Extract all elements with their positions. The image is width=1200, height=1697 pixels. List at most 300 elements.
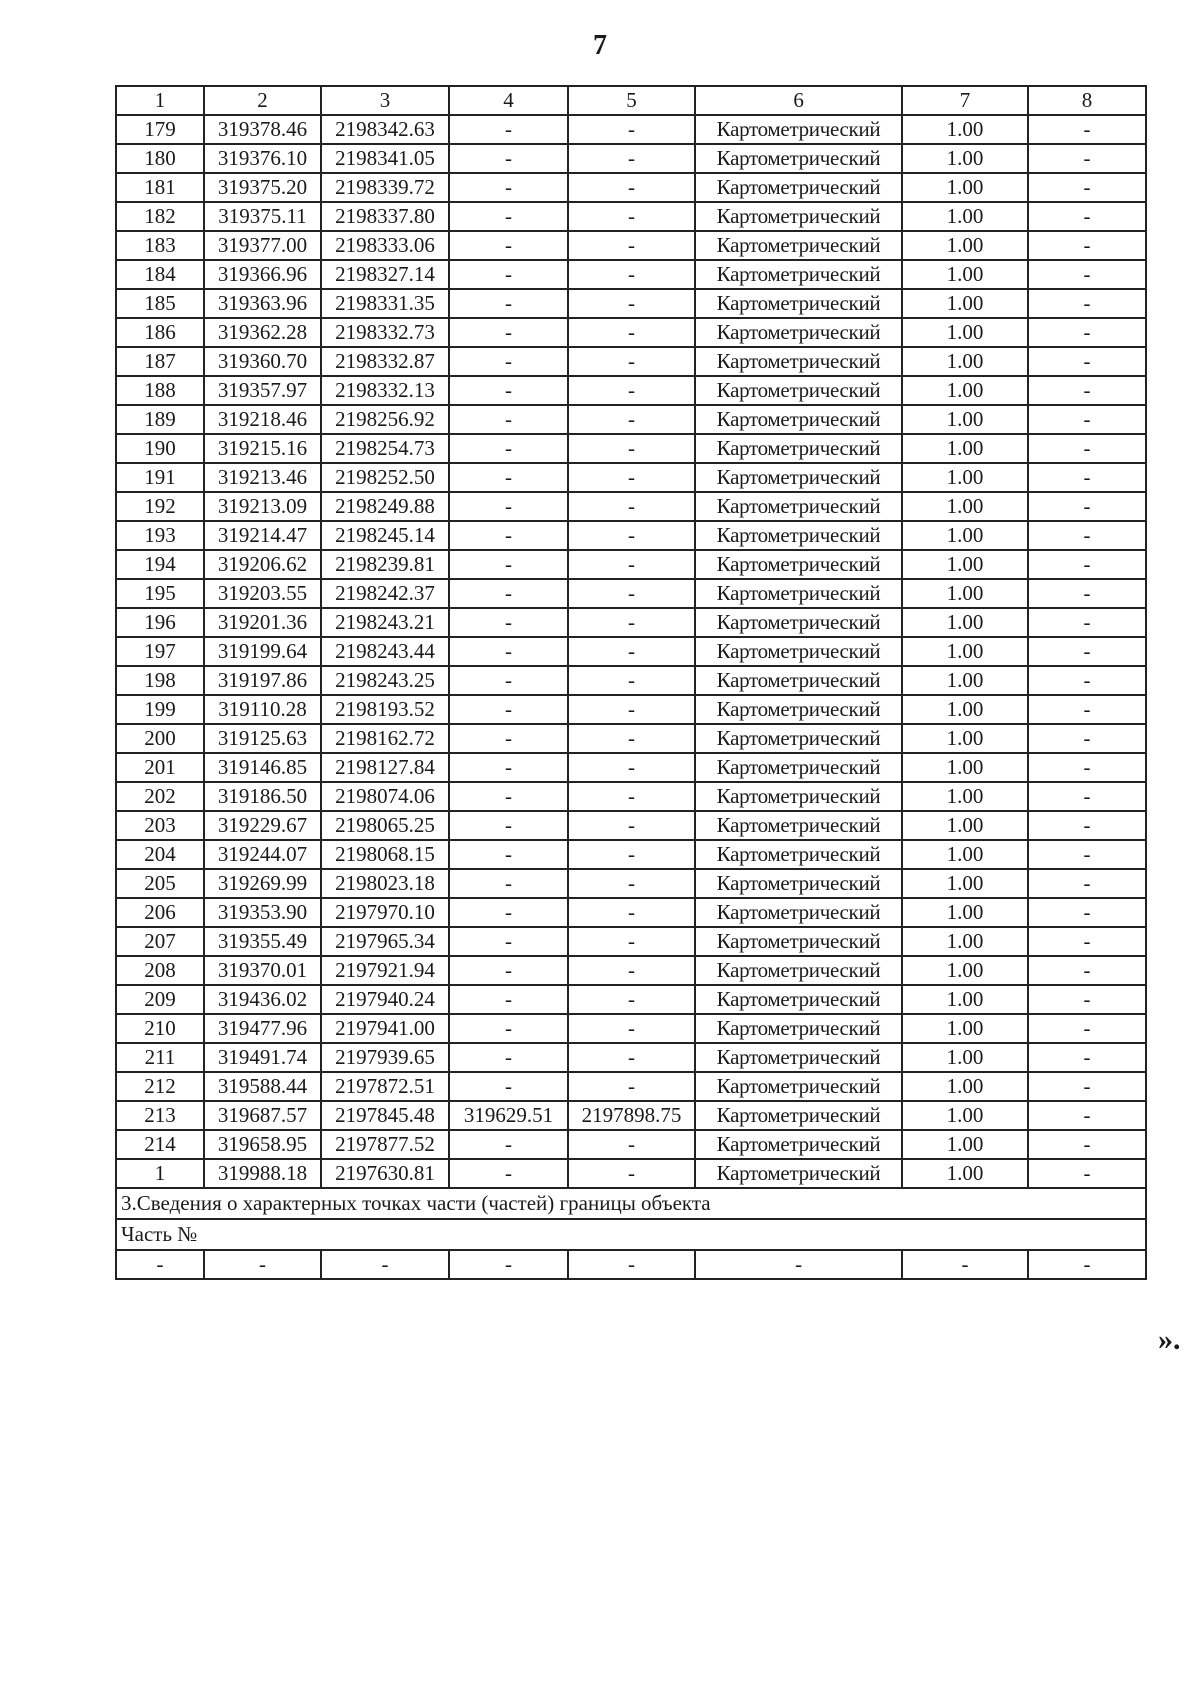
table-cell-col-5: -: [568, 1072, 695, 1101]
table-cell-col-5: -: [568, 1014, 695, 1043]
table-cell-col-5: -: [568, 695, 695, 724]
table-row: [116, 1130, 1146, 1159]
table-cell-col-7: 1.00: [902, 724, 1028, 753]
table-row: [116, 492, 1146, 521]
table-cell-col-8: -: [1028, 695, 1146, 724]
table-cell-col-2: 319213.09: [204, 492, 321, 521]
table-cell-col-7: 1.00: [902, 231, 1028, 260]
table-row: [116, 115, 1146, 144]
table-cell-col-6: Картометрический: [695, 1159, 902, 1188]
table-cell-col-8: -: [1028, 782, 1146, 811]
table-cell-col-2: 319375.20: [204, 173, 321, 202]
table-cell-col-8: -: [1028, 724, 1146, 753]
table-cell-col-8: -: [1028, 463, 1146, 492]
table-row: [116, 695, 1146, 724]
table-cell-col-8: -: [1028, 318, 1146, 347]
table-cell-col-2: 319687.57: [204, 1101, 321, 1130]
table-cell-col-8: -: [1028, 1014, 1146, 1043]
table-cell-col-6: Картометрический: [695, 260, 902, 289]
table-cell-col-8: -: [1028, 1043, 1146, 1072]
table-cell-col-6: Картометрический: [695, 492, 902, 521]
table-cell-col-5: -: [568, 608, 695, 637]
table-cell-col-7: 1.00: [902, 985, 1028, 1014]
table-cell-col-1: 192: [116, 492, 204, 521]
table-cell-col-2: 319229.67: [204, 811, 321, 840]
table-row: [116, 579, 1146, 608]
table-cell-col-2: 319491.74: [204, 1043, 321, 1072]
table-row: [116, 782, 1146, 811]
table-cell-col-7: 1.00: [902, 463, 1028, 492]
table-cell-col-7: 1.00: [902, 115, 1028, 144]
table-row: [116, 318, 1146, 347]
table-cell-col-1: 212: [116, 1072, 204, 1101]
table-row: [116, 1159, 1146, 1188]
table-cell-col-1: 186: [116, 318, 204, 347]
table-cell-col-2: 319269.99: [204, 869, 321, 898]
table-cell-col-3: 2198239.81: [321, 550, 449, 579]
table-cell-col-6: Картометрический: [695, 608, 902, 637]
table-cell-col-2: 319370.01: [204, 956, 321, 985]
table-cell-col-7: 1.00: [902, 782, 1028, 811]
table-cell-col-8: -: [1028, 579, 1146, 608]
table-cell-col-4: -: [449, 405, 568, 434]
table-cell-col-3: 2197940.24: [321, 985, 449, 1014]
table-row: [116, 289, 1146, 318]
table-row: [116, 869, 1146, 898]
table-cell-col-6: Картометрический: [695, 840, 902, 869]
table-cell-col-4: -: [449, 1043, 568, 1072]
table-cell-col-8: -: [1028, 608, 1146, 637]
table-cell-col-3: 2198342.63: [321, 115, 449, 144]
table-cell-col-6: Картометрический: [695, 782, 902, 811]
table-cell-col-7: 1.00: [902, 840, 1028, 869]
table-cell-col-8: -: [1028, 434, 1146, 463]
table-cell-col-4: -: [449, 898, 568, 927]
table-cell-col-6: Картометрический: [695, 144, 902, 173]
table-cell-col-3: 2198068.15: [321, 840, 449, 869]
table-cell-col-2: 319988.18: [204, 1159, 321, 1188]
table-cell-col-6: Картометрический: [695, 289, 902, 318]
table-cell-col-3: 2197965.34: [321, 927, 449, 956]
table-cell-col-1: -: [116, 1250, 204, 1279]
table-cell-col-7: 1.00: [902, 1043, 1028, 1072]
table-cell-col-3: 2197872.51: [321, 1072, 449, 1101]
table-cell-col-4: -: [449, 608, 568, 637]
table-cell-col-5: -: [568, 637, 695, 666]
table-cell-col-2: 319215.16: [204, 434, 321, 463]
table-cell-col-2: 319206.62: [204, 550, 321, 579]
table-cell-col-6: Картометрический: [695, 579, 902, 608]
table-row: [116, 231, 1146, 260]
table-cell-col-1: 182: [116, 202, 204, 231]
table-cell-col-7: 1.00: [902, 1101, 1028, 1130]
table-cell-col-8: -: [1028, 1101, 1146, 1130]
table-cell-col-4: 319629.51: [449, 1101, 568, 1130]
table-cell-col-1: 199: [116, 695, 204, 724]
table-cell-col-3: 2197630.81: [321, 1159, 449, 1188]
part-label-row: [116, 1219, 1146, 1250]
table-header-row: [116, 86, 1146, 115]
table-cell-col-6: Картометрический: [695, 434, 902, 463]
table-cell-col-4: -: [449, 463, 568, 492]
table-cell-col-5: -: [568, 173, 695, 202]
table-cell-col-5: -: [568, 144, 695, 173]
table-row: [116, 666, 1146, 695]
table-cell-col-3: 2197939.65: [321, 1043, 449, 1072]
table-cell-col-8: -: [1028, 260, 1146, 289]
table-cell-col-2: 319362.28: [204, 318, 321, 347]
table-row: [116, 956, 1146, 985]
table-cell-col-5: -: [568, 753, 695, 782]
table-row: [116, 1072, 1146, 1101]
table-row: [116, 637, 1146, 666]
table-cell-col-2: 319146.85: [204, 753, 321, 782]
table-cell-col-8: -: [1028, 637, 1146, 666]
table-cell-col-1: 201: [116, 753, 204, 782]
table-cell-col-8: -: [1028, 869, 1146, 898]
table-cell-col-3: 2198331.35: [321, 289, 449, 318]
table-cell-col-6: Картометрический: [695, 1101, 902, 1130]
table-cell-col-2: 319213.46: [204, 463, 321, 492]
table-cell-col-7: -: [902, 1250, 1028, 1279]
table-cell-col-1: 188: [116, 376, 204, 405]
table-cell-col-8: -: [1028, 1159, 1146, 1188]
table-cell-col-3: 2198162.72: [321, 724, 449, 753]
table-cell-col-4: -: [449, 115, 568, 144]
table-cell-col-6: Картометрический: [695, 202, 902, 231]
table-cell-col-1: 206: [116, 898, 204, 927]
table-cell-col-2: 319353.90: [204, 898, 321, 927]
table-cell-col-7: 1.00: [902, 521, 1028, 550]
table-cell-col-5: -: [568, 376, 695, 405]
table-cell-col-5: -: [568, 492, 695, 521]
table-cell-col-4: -: [449, 434, 568, 463]
table-cell-col-5: -: [568, 811, 695, 840]
table-cell-col-2: 319360.70: [204, 347, 321, 376]
table-cell-col-7: 1.00: [902, 1072, 1028, 1101]
table-cell-col-7: 1.00: [902, 260, 1028, 289]
table-cell-col-6: Картометрический: [695, 173, 902, 202]
table-cell-col-6: Картометрический: [695, 695, 902, 724]
table-cell-col-4: -: [449, 347, 568, 376]
table-cell-col-3: 2197970.10: [321, 898, 449, 927]
table-cell-col-6: Картометрический: [695, 115, 902, 144]
table-cell-col-7: 1.00: [902, 492, 1028, 521]
coordinates-table: [115, 85, 1147, 1280]
table-cell-col-7: 1.00: [902, 927, 1028, 956]
table-cell-col-4: -: [449, 695, 568, 724]
table-cell-col-4: -: [449, 956, 568, 985]
table-cell-col-6: Картометрический: [695, 405, 902, 434]
table-cell-col-5: -: [568, 1130, 695, 1159]
section-title: 3.Сведения о характерных точках части (частей) границы объекта: [116, 1188, 1146, 1219]
table-cell-col-6: -: [695, 1250, 902, 1279]
table-cell-col-4: -: [449, 1130, 568, 1159]
table-cell-col-8: -: [1028, 1130, 1146, 1159]
table-cell-col-1: 197: [116, 637, 204, 666]
table-cell-col-6: Картометрический: [695, 637, 902, 666]
table-cell-col-5: -: [568, 1043, 695, 1072]
table-cell-col-7: 1.00: [902, 956, 1028, 985]
table-cell-col-2: 319218.46: [204, 405, 321, 434]
table-cell-col-5: -: [568, 347, 695, 376]
table-cell-col-1: 180: [116, 144, 204, 173]
table-cell-col-5: -: [568, 463, 695, 492]
table-cell-col-8: -: [1028, 202, 1146, 231]
table-cell-col-5: -: [568, 260, 695, 289]
table-cell-col-6: Картометрический: [695, 376, 902, 405]
table-cell-col-1: 187: [116, 347, 204, 376]
table-row: [116, 376, 1146, 405]
table-cell-col-4: -: [449, 840, 568, 869]
table-cell-col-1: 213: [116, 1101, 204, 1130]
table-cell-col-6: Картометрический: [695, 811, 902, 840]
table-cell-col-8: -: [1028, 405, 1146, 434]
table-cell-col-4: -: [449, 811, 568, 840]
table-cell-col-7: 1.00: [902, 666, 1028, 695]
table-cell-col-3: 2198127.84: [321, 753, 449, 782]
table-cell-col-5: -: [568, 318, 695, 347]
table-cell-col-6: Картометрический: [695, 1130, 902, 1159]
table-cell-col-1: 184: [116, 260, 204, 289]
table-cell-col-7: 1.00: [902, 318, 1028, 347]
table-cell-col-5: -: [568, 289, 695, 318]
table-cell-col-2: 319244.07: [204, 840, 321, 869]
table-cell-col-8: -: [1028, 1072, 1146, 1101]
table-cell-col-8: -: [1028, 666, 1146, 695]
table-cell-col-1: 191: [116, 463, 204, 492]
table-cell-col-8: -: [1028, 811, 1146, 840]
table-cell-col-4: -: [449, 318, 568, 347]
table-cell-col-5: -: [568, 115, 695, 144]
table-cell-col-4: -: [449, 173, 568, 202]
table-cell-col-8: -: [1028, 492, 1146, 521]
table-cell-col-1: 195: [116, 579, 204, 608]
table-row: [116, 753, 1146, 782]
table-row: [116, 347, 1146, 376]
table-cell-col-4: -: [449, 260, 568, 289]
table-cell-col-7: 1.00: [902, 695, 1028, 724]
table-cell-col-5: -: [568, 985, 695, 1014]
table-cell-col-3: 2197921.94: [321, 956, 449, 985]
table-cell-col-5: -: [568, 927, 695, 956]
table-cell-col-2: 319355.49: [204, 927, 321, 956]
table-cell-col-8: -: [1028, 144, 1146, 173]
table-cell-col-5: -: [568, 840, 695, 869]
table-row: [116, 1043, 1146, 1072]
table-cell-col-2: 319588.44: [204, 1072, 321, 1101]
table-cell-col-7: 1.00: [902, 289, 1028, 318]
table-cell-col-6: Картометрический: [695, 463, 902, 492]
table-cell-col-3: 2198242.37: [321, 579, 449, 608]
table-cell-col-6: Картометрический: [695, 753, 902, 782]
table-cell-col-3: 2198243.21: [321, 608, 449, 637]
table-cell-col-4: -: [449, 666, 568, 695]
table-cell-col-6: Картометрический: [695, 869, 902, 898]
table-row: [116, 1014, 1146, 1043]
table-cell-col-3: 2198337.80: [321, 202, 449, 231]
table-cell-col-3: 3: [321, 86, 449, 115]
table-cell-col-5: -: [568, 579, 695, 608]
table-cell-col-7: 1.00: [902, 608, 1028, 637]
table-cell-col-4: -: [449, 985, 568, 1014]
table-cell-col-1: 190: [116, 434, 204, 463]
table-cell-col-4: -: [449, 1250, 568, 1279]
table-cell-col-3: 2198254.73: [321, 434, 449, 463]
table-row: [116, 840, 1146, 869]
table-cell-col-1: 208: [116, 956, 204, 985]
table-cell-col-3: 2198245.14: [321, 521, 449, 550]
table-cell-col-2: 319378.46: [204, 115, 321, 144]
table-cell-col-8: -: [1028, 376, 1146, 405]
table-cell-col-6: Картометрический: [695, 724, 902, 753]
table-cell-col-1: 211: [116, 1043, 204, 1072]
table-cell-col-7: 1.00: [902, 869, 1028, 898]
table-row: [116, 463, 1146, 492]
table-cell-col-2: 319199.64: [204, 637, 321, 666]
table-cell-col-2: 319186.50: [204, 782, 321, 811]
table-cell-col-6: Картометрический: [695, 347, 902, 376]
table-cell-col-1: 193: [116, 521, 204, 550]
table-cell-col-1: 209: [116, 985, 204, 1014]
table-cell-col-3: 2197941.00: [321, 1014, 449, 1043]
table-cell-col-7: 1.00: [902, 144, 1028, 173]
table-cell-col-4: -: [449, 521, 568, 550]
table-cell-col-2: 319201.36: [204, 608, 321, 637]
table-cell-col-3: 2197845.48: [321, 1101, 449, 1130]
table-row: [116, 608, 1146, 637]
table-cell-col-6: Картометрический: [695, 231, 902, 260]
table-cell-col-4: -: [449, 724, 568, 753]
table-cell-col-1: 198: [116, 666, 204, 695]
table-cell-col-7: 1.00: [902, 1130, 1028, 1159]
table-cell-col-8: -: [1028, 840, 1146, 869]
table-cell-col-6: Картометрический: [695, 550, 902, 579]
table-cell-col-1: 179: [116, 115, 204, 144]
table-row: [116, 550, 1146, 579]
closing-quote-mark: ».: [1158, 1323, 1181, 1356]
table-cell-col-8: -: [1028, 347, 1146, 376]
table-cell-col-6: Картометрический: [695, 1043, 902, 1072]
table-cell-col-5: -: [568, 521, 695, 550]
table-row-empty: [116, 1250, 1146, 1279]
table-cell-col-7: 1.00: [902, 405, 1028, 434]
table-cell-col-5: -: [568, 434, 695, 463]
table-cell-col-3: 2198243.25: [321, 666, 449, 695]
table-cell-col-8: -: [1028, 956, 1146, 985]
table-cell-col-6: Картометрический: [695, 985, 902, 1014]
table-cell-col-7: 1.00: [902, 347, 1028, 376]
table-cell-col-2: 2: [204, 86, 321, 115]
table-cell-col-8: 8: [1028, 86, 1146, 115]
table-cell-col-1: 205: [116, 869, 204, 898]
table-cell-col-1: 207: [116, 927, 204, 956]
table-cell-col-1: 183: [116, 231, 204, 260]
table-cell-col-7: 1.00: [902, 637, 1028, 666]
table-cell-col-3: 2198332.73: [321, 318, 449, 347]
table-cell-col-4: -: [449, 927, 568, 956]
table-cell-col-6: 6: [695, 86, 902, 115]
table-cell-col-3: 2198065.25: [321, 811, 449, 840]
table-cell-col-1: 1: [116, 86, 204, 115]
table-cell-col-1: 185: [116, 289, 204, 318]
table-row: [116, 724, 1146, 753]
table-cell-col-3: 2198249.88: [321, 492, 449, 521]
table-cell-col-3: 2198243.44: [321, 637, 449, 666]
table-cell-col-3: 2198339.72: [321, 173, 449, 202]
table-cell-col-6: Картометрический: [695, 521, 902, 550]
table-cell-col-5: -: [568, 405, 695, 434]
table-row: [116, 811, 1146, 840]
table-cell-col-2: 319197.86: [204, 666, 321, 695]
table-cell-col-2: 319110.28: [204, 695, 321, 724]
table-cell-col-3: 2198023.18: [321, 869, 449, 898]
table-cell-col-2: 319376.10: [204, 144, 321, 173]
table-cell-col-2: 319214.47: [204, 521, 321, 550]
table-cell-col-1: 1: [116, 1159, 204, 1188]
table-cell-col-8: -: [1028, 521, 1146, 550]
table-cell-col-7: 1.00: [902, 811, 1028, 840]
table-cell-col-5: -: [568, 724, 695, 753]
table-cell-col-7: 1.00: [902, 434, 1028, 463]
table-row: [116, 1101, 1146, 1130]
table-cell-col-4: -: [449, 376, 568, 405]
table-cell-col-1: 181: [116, 173, 204, 202]
table-cell-col-4: -: [449, 202, 568, 231]
table-cell-col-3: 2198193.52: [321, 695, 449, 724]
table-cell-col-6: Картометрический: [695, 927, 902, 956]
table-cell-col-1: 200: [116, 724, 204, 753]
table-cell-col-5: 2197898.75: [568, 1101, 695, 1130]
table-cell-col-5: -: [568, 782, 695, 811]
table-cell-col-4: -: [449, 144, 568, 173]
table-cell-col-2: 319477.96: [204, 1014, 321, 1043]
table-cell-col-8: -: [1028, 550, 1146, 579]
table-cell-col-1: 210: [116, 1014, 204, 1043]
table-cell-col-6: Картометрический: [695, 898, 902, 927]
table-cell-col-5: -: [568, 666, 695, 695]
table-cell-col-4: -: [449, 231, 568, 260]
table-cell-col-4: -: [449, 869, 568, 898]
table-cell-col-4: -: [449, 550, 568, 579]
table-cell-col-4: -: [449, 1072, 568, 1101]
table-cell-col-4: -: [449, 753, 568, 782]
table-cell-col-1: 189: [116, 405, 204, 434]
table-cell-col-6: Картометрический: [695, 666, 902, 695]
part-label: Часть №: [116, 1219, 1146, 1250]
table-cell-col-8: -: [1028, 289, 1146, 318]
table-cell-col-2: 319125.63: [204, 724, 321, 753]
table-cell-col-3: 2198327.14: [321, 260, 449, 289]
table-cell-col-5: -: [568, 231, 695, 260]
table-cell-col-7: 1.00: [902, 173, 1028, 202]
table-cell-col-2: 319363.96: [204, 289, 321, 318]
table-cell-col-1: 196: [116, 608, 204, 637]
table-cell-col-3: 2198341.05: [321, 144, 449, 173]
table-cell-col-2: 319436.02: [204, 985, 321, 1014]
table-cell-col-1: 214: [116, 1130, 204, 1159]
table-row: [116, 521, 1146, 550]
table-cell-col-5: -: [568, 1250, 695, 1279]
table-row: [116, 405, 1146, 434]
table-cell-col-5: -: [568, 202, 695, 231]
table-cell-col-3: 2198332.87: [321, 347, 449, 376]
table-cell-col-7: 1.00: [902, 898, 1028, 927]
table-row: [116, 434, 1146, 463]
table-cell-col-4: -: [449, 637, 568, 666]
table-cell-col-3: 2197877.52: [321, 1130, 449, 1159]
table-cell-col-8: -: [1028, 898, 1146, 927]
